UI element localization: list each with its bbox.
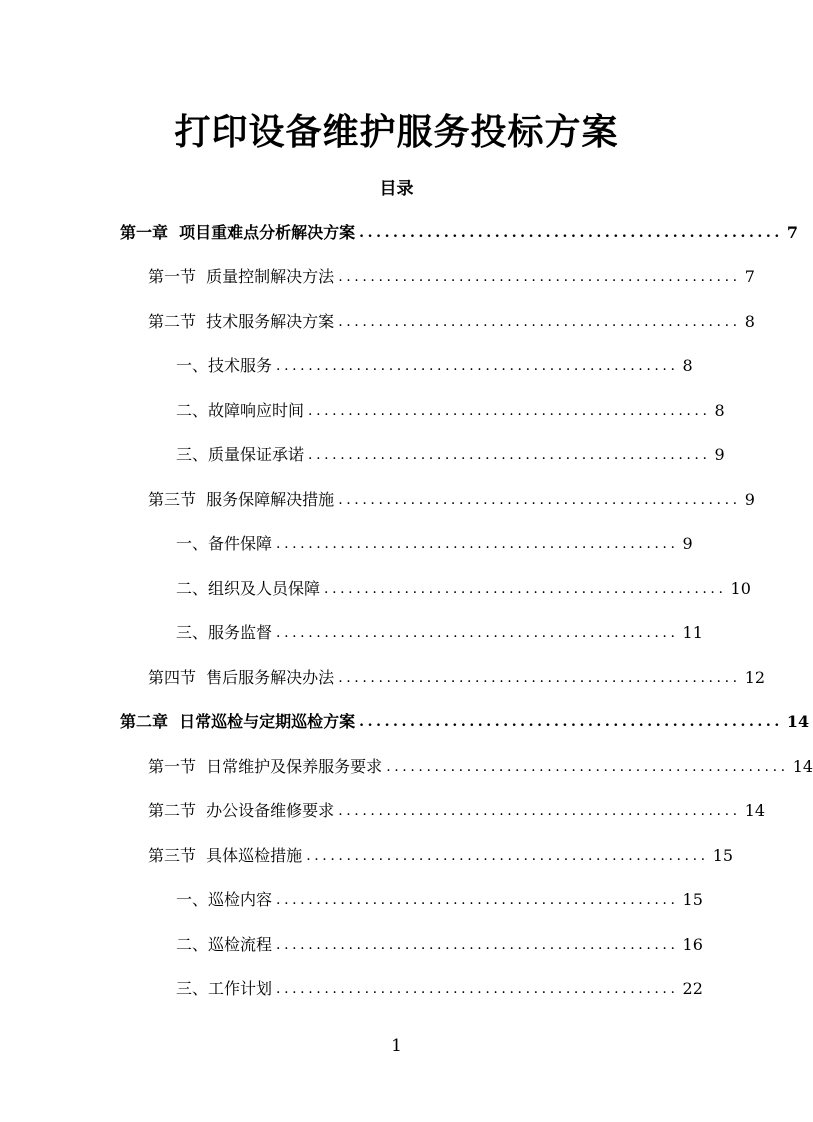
toc-entry-page: 9 (744, 490, 755, 509)
toc-entry-label: 第一章 项目重难点分析解决方案 (120, 223, 356, 242)
toc-entry-page: 11 (682, 623, 703, 642)
toc-entry-page: 9 (714, 445, 725, 464)
toc-leader-dots: .................................................. (338, 803, 741, 819)
toc-leader-dots: .................................................. (276, 892, 679, 908)
toc-entry-page: 16 (682, 935, 703, 954)
toc-entry-page: 8 (714, 401, 725, 420)
toc-entry-chapter[interactable] (120, 701, 810, 733)
toc-entry-page: 14 (792, 757, 813, 776)
toc-leader-dots: .................................................. (308, 447, 711, 463)
toc-entry-section[interactable] (148, 479, 755, 511)
toc-entry-page: 15 (712, 846, 734, 865)
toc-leader-dots: .................................................. (338, 670, 741, 686)
toc-entry-page: 15 (682, 890, 703, 909)
toc-entry-label: 二、故障响应时间 (176, 401, 305, 420)
toc-entry-section[interactable] (148, 790, 766, 822)
toc-entry-label: 第二节 技术服务解决方案 (148, 312, 335, 331)
toc-leader-dots: .................................................. (306, 848, 709, 864)
toc-leader-dots: .................................................. (386, 759, 789, 775)
toc-entry-label: 一、技术服务 (176, 356, 273, 375)
toc-entry-chapter[interactable] (120, 212, 798, 244)
toc-entry-subsection[interactable] (176, 390, 725, 422)
toc-entry-label: 第二节 办公设备维修要求 (148, 801, 335, 820)
toc-entry-page: 14 (786, 712, 810, 731)
toc-entry-label: 三、服务监督 (176, 623, 273, 642)
toc-entry-page: 10 (730, 579, 751, 598)
toc-entry-section[interactable] (148, 256, 755, 288)
toc-leader-dots: .................................................. (276, 937, 679, 953)
toc-leader-dots: .................................................. (276, 625, 679, 641)
toc-entry-label: 二、组织及人员保障 (176, 579, 321, 598)
toc-entry-label: 第二章 日常巡检与定期巡检方案 (120, 712, 356, 731)
toc-leader-dots: .................................................. (338, 314, 741, 330)
toc-entry-page: 14 (744, 801, 766, 820)
toc-entry-page: 7 (786, 223, 798, 242)
toc-entry-section[interactable] (148, 657, 766, 689)
toc-entry-label: 第一节 质量控制解决方法 (148, 267, 335, 286)
toc-entry-label: 第三节 服务保障解决措施 (148, 490, 335, 509)
toc-entry-page: 22 (682, 979, 703, 998)
toc-entry-label: 第四节 售后服务解决办法 (148, 668, 335, 687)
toc-entry-subsection[interactable] (176, 568, 751, 600)
document-title: 打印设备维护服务投标方案 (174, 111, 619, 153)
toc-entry-label: 二、巡检流程 (176, 935, 273, 954)
toc-leader-dots: .................................................. (359, 225, 783, 241)
toc-entry-page: 7 (744, 267, 755, 286)
toc-entry-subsection[interactable] (176, 968, 703, 1000)
toc-entry-label: 第一节 日常维护及保养服务要求 (148, 757, 383, 776)
toc-entry-label: 一、巡检内容 (176, 890, 273, 909)
toc-entry-subsection[interactable] (176, 523, 693, 555)
toc-entry-label: 三、工作计划 (176, 979, 273, 998)
toc-entry-page: 8 (744, 312, 755, 331)
toc-entry-page: 8 (682, 356, 693, 375)
toc-entry-section[interactable] (148, 835, 734, 867)
toc-leader-dots: .................................................. (338, 492, 741, 508)
toc-leader-dots: .................................................. (308, 403, 711, 419)
toc-leader-dots: .................................................. (276, 358, 679, 374)
toc-entry-subsection[interactable] (176, 924, 703, 956)
toc-leader-dots: .................................................. (324, 581, 727, 597)
toc-leader-dots: .................................................. (276, 981, 679, 997)
toc-entry-page: 12 (744, 668, 766, 687)
toc-entry-subsection[interactable] (176, 879, 703, 911)
toc-entry-section[interactable] (148, 746, 813, 778)
toc-entry-subsection[interactable] (176, 345, 693, 377)
toc-leader-dots: .................................................. (338, 269, 741, 285)
toc-entry-label: 三、质量保证承诺 (176, 445, 305, 464)
toc-leader-dots: .................................................. (359, 714, 783, 730)
toc-entry-label: 一、备件保障 (176, 534, 273, 553)
toc-entry-label: 第三节 具体巡检措施 (148, 846, 303, 865)
toc-leader-dots: .................................................. (276, 536, 679, 552)
toc-entry-subsection[interactable] (176, 612, 703, 644)
toc-entry-subsection[interactable] (176, 434, 725, 466)
toc-entry-page: 9 (682, 534, 693, 553)
page-number: 1 (391, 1036, 402, 1056)
toc-entry-section[interactable] (148, 301, 755, 333)
toc-heading: 目录 (379, 179, 414, 199)
